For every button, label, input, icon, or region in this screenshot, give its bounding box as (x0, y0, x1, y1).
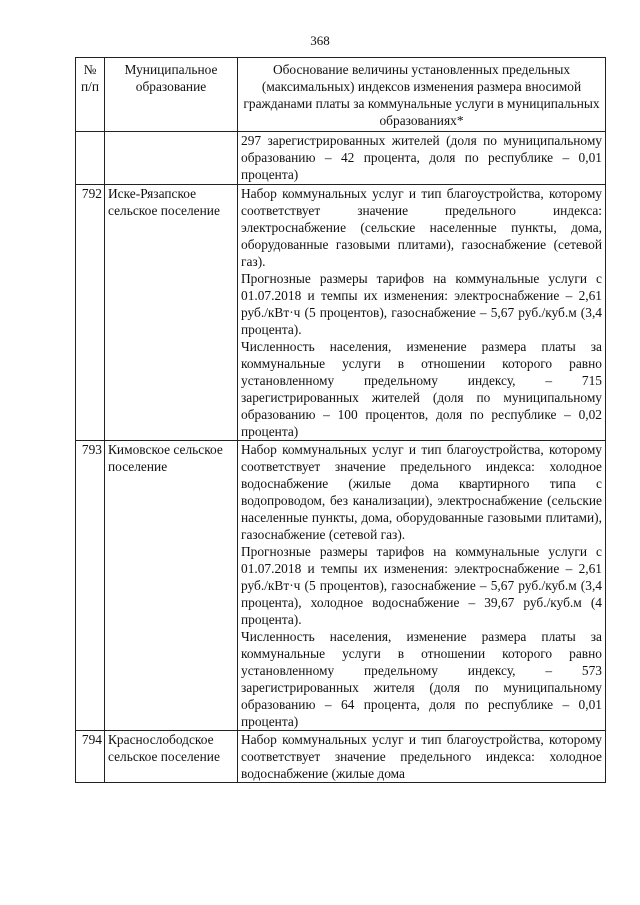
justification-paragraph: Прогнозные размеры тарифов на коммунальные услуги с 01.07.2018 и темпы их изменения: электроснабжение – 2,61 руб./кВт·ч (5 процентов), газоснабжение – 5,67 руб./куб.м (3,4 процента). (241, 271, 602, 337)
table-row (76, 185, 606, 441)
row-justification (238, 441, 606, 731)
row-municipality: Иске-Рязапское сельское поселение (105, 185, 238, 441)
justification-paragraph: Прогнозные размеры тарифов на коммунальные услуги с 01.07.2018 и темпы их изменения: электроснабжение – 2,61 руб./кВт·ч (5 процентов), газоснабжение – 5,67 руб./куб.м (3,4 процента), холодное водоснабжение – 39,67 руб./куб.м (4 процента). (241, 544, 602, 627)
tariff-index-table (75, 57, 606, 783)
justification-paragraph: Набор коммунальных услуг и тип благоустройства, которому соответствует значение предельного индекса: холодное водоснабжение (жилые дома квартирного типа с водопроводом, без канализации), электроснабжение (сельские населенные пункты, дома, оборудованные газовыми плитами), газоснабжение (сетевой газ). (241, 442, 602, 542)
table-header-row (76, 58, 606, 132)
row-num: 793 (76, 441, 105, 731)
page-number: 368 (310, 33, 330, 48)
justification-paragraph: Набор коммунальных услуг и тип благоустройства, которому соответствует значение предельного индекса: холодное водоснабжение (жилые дома (241, 732, 602, 781)
row-justification (238, 185, 606, 441)
justification-paragraph: Численность населения, изменение размера платы за коммунальные услуги в отношении которого равно установленному предельному индексу, – 715 зарегистрированных жителей (доля по муниципальному образованию – 100 процентов, доля по республике – 0,02 процента) (241, 339, 602, 439)
row-num: 792 (76, 185, 105, 441)
table-row (76, 132, 606, 185)
row-num: 794 (76, 731, 105, 783)
table-row (76, 731, 606, 783)
justification-paragraph: 297 зарегистрированных жителей (доля по муниципальному образованию – 42 процента, доля по республике – 0,01 процента) (241, 133, 602, 182)
row-justification (238, 132, 606, 185)
justification-paragraph: Набор коммунальных услуг и тип благоустройства, которому соответствует значение предельного индекса: электроснабжение (сельские населенные пункты, дома, оборудованные газовыми плитами), газоснабжение (сетевой газ). (241, 186, 602, 269)
table-row (76, 441, 606, 731)
row-num (76, 132, 105, 185)
justification-paragraph: Численность населения, изменение размера платы за коммунальные услуги в отношении которого равно установленному предельному индексу, – 573 зарегистрированных жителя (доля по муниципальному образованию – 64 процента, доля по республике – 0,01 процента) (241, 629, 602, 729)
header-num: № п/п (76, 58, 105, 132)
row-municipality: Кимовское сельское поселение (105, 441, 238, 731)
row-municipality: Краснослободское сельское поселение (105, 731, 238, 783)
header-municipality: Муниципальное образование (105, 58, 238, 132)
header-justification: Обоснование величины установленных предельных (максимальных) индексов изменения размера вносимой гражданами платы за коммунальные услуги в муниципальных образованиях* (238, 58, 606, 132)
row-municipality (105, 132, 238, 185)
row-justification (238, 731, 606, 783)
